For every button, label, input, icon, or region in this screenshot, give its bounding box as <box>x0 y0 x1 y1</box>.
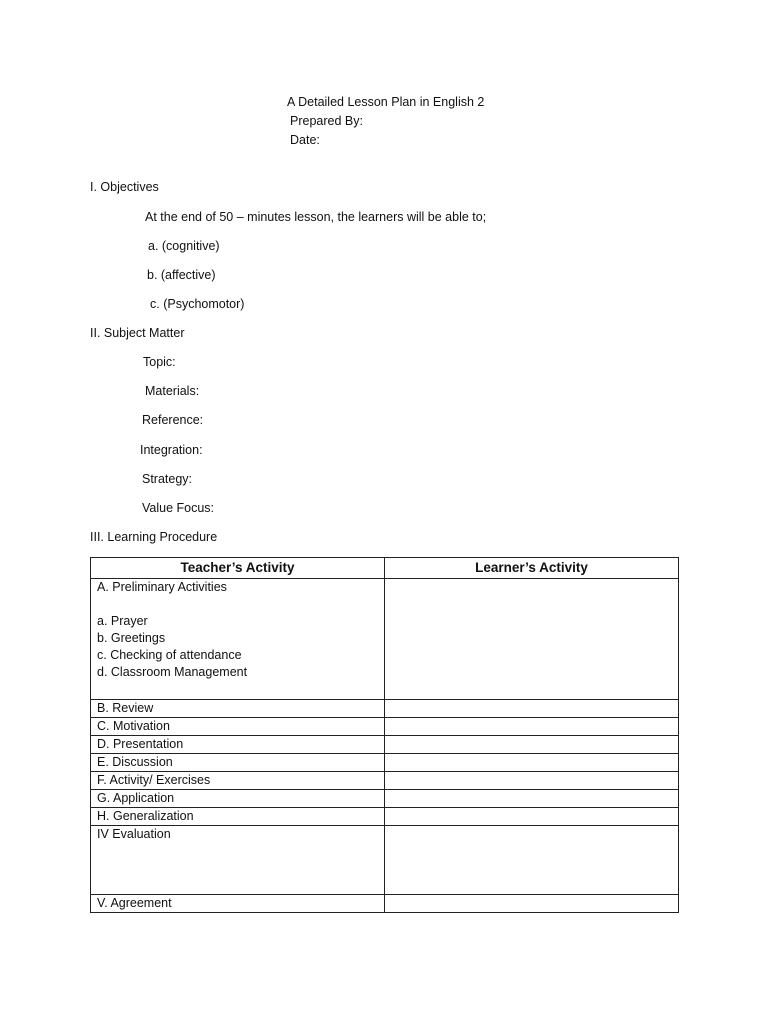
teacher-cell: C. Motivation <box>91 718 385 736</box>
table-row <box>91 772 679 790</box>
teacher-cell: B. Review <box>91 700 385 718</box>
lesson-plan-title: A Detailed Lesson Plan in English 2 <box>287 95 485 109</box>
table-row <box>91 754 679 772</box>
learner-activity-header: Learner’s Activity <box>385 558 679 579</box>
table-row-evaluation <box>91 826 679 895</box>
preliminary-item-classroom-management: d. Classroom Management <box>97 665 248 679</box>
teacher-cell: D. Presentation <box>91 736 385 754</box>
materials-label: Materials: <box>145 384 200 398</box>
learning-procedure-table <box>90 557 679 913</box>
learner-cell <box>385 790 679 808</box>
date-label: Date: <box>290 133 320 147</box>
table-row <box>91 790 679 808</box>
table-row-agreement <box>91 895 679 913</box>
learner-cell <box>385 736 679 754</box>
learner-cell <box>385 718 679 736</box>
learner-cell <box>385 579 679 700</box>
preliminary-item-prayer: a. Prayer <box>97 614 148 628</box>
subject-matter-heading: II. Subject Matter <box>90 326 185 340</box>
preliminary-cell <box>91 579 385 700</box>
table-row <box>91 718 679 736</box>
teacher-cell: F. Activity/ Exercises <box>91 772 385 790</box>
agreement-cell: V. Agreement <box>91 895 385 913</box>
learner-cell <box>385 772 679 790</box>
prepared-by-label: Prepared By: <box>290 114 363 128</box>
value-focus-label: Value Focus: <box>142 501 215 515</box>
teacher-cell: G. Application <box>91 790 385 808</box>
learning-procedure-heading: III. Learning Procedure <box>90 530 218 544</box>
table-row-preliminary <box>91 579 679 700</box>
integration-label: Integration: <box>140 443 203 457</box>
topic-label: Topic: <box>143 355 176 369</box>
table-row <box>91 700 679 718</box>
reference-label: Reference: <box>142 413 204 427</box>
objectives-intro: At the end of 50 – minutes lesson, the learners will be able to; <box>145 210 487 224</box>
learner-cell <box>385 826 679 895</box>
learner-cell <box>385 808 679 826</box>
strategy-label: Strategy: <box>142 472 193 486</box>
table-row <box>91 808 679 826</box>
objective-cognitive: a. (cognitive) <box>148 239 220 253</box>
objectives-heading: I. Objectives <box>90 180 159 194</box>
table-row <box>91 736 679 754</box>
teacher-cell: H. Generalization <box>91 808 385 826</box>
teacher-activity-header: Teacher’s Activity <box>91 558 385 579</box>
objective-psychomotor: c. (Psychomotor) <box>150 297 245 311</box>
objective-affective: b. (affective) <box>147 268 216 282</box>
teacher-cell: E. Discussion <box>91 754 385 772</box>
preliminary-title: A. Preliminary Activities <box>97 580 227 594</box>
table-header-row <box>91 558 679 579</box>
learner-cell <box>385 895 679 913</box>
evaluation-cell: IV Evaluation <box>91 826 385 895</box>
preliminary-item-attendance: c. Checking of attendance <box>97 648 242 662</box>
learner-cell <box>385 754 679 772</box>
learner-cell <box>385 700 679 718</box>
preliminary-item-greetings: b. Greetings <box>97 631 166 645</box>
